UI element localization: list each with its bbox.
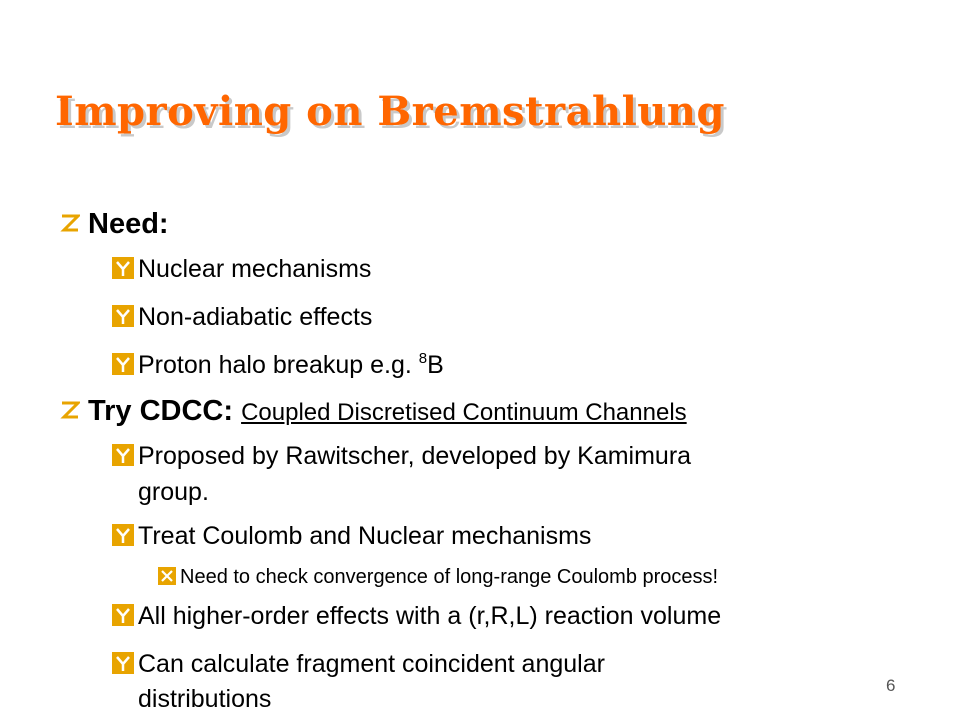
slide-title: Improving on Bremstrahlung (55, 88, 725, 135)
cdcc-subitem (158, 566, 718, 589)
cdcc-item-4 (112, 650, 605, 679)
checkbox-bullet-icon (112, 305, 134, 327)
cdcc-item-3-text: All higher-order effects with a (r,R,L) reaction volume (138, 602, 722, 630)
need-item-3-text: Proton halo breakup e.g. (138, 351, 419, 379)
cdcc-item-1-line-1: Proposed by Rawitscher, developed by Kamimura (138, 442, 692, 470)
need-item-1 (112, 255, 371, 284)
cdcc-subitem-text: Need to check convergence of long-range Coulomb process! (180, 566, 719, 588)
x-bullet-icon (158, 567, 176, 585)
cdcc-subtitle: Coupled Discretised Continuum Channels (241, 399, 687, 426)
need-item-2-text: Non-adiabatic effects (138, 303, 373, 331)
checkbox-bullet-icon (112, 524, 134, 546)
checkbox-bullet-icon (112, 652, 134, 674)
z-bullet-icon (60, 400, 80, 420)
need-item-1-text: Nuclear mechanisms (138, 255, 372, 283)
bullet-need (60, 208, 169, 241)
page-number: 6 (886, 676, 896, 695)
checkbox-bullet-icon (112, 444, 134, 466)
superscript-8: 8 (418, 350, 428, 367)
cdcc-item-4-continued (138, 685, 271, 714)
cdcc-item-2 (112, 522, 591, 551)
cdcc-item-4-line-2: distributions (138, 685, 272, 713)
cdcc-heading: Try CDCC: (88, 395, 242, 427)
checkbox-bullet-icon (112, 604, 134, 626)
checkbox-bullet-icon (112, 257, 134, 279)
need-heading: Need: (88, 208, 169, 240)
checkbox-bullet-icon (112, 353, 134, 375)
cdcc-item-1-line-2: group. (138, 478, 209, 506)
cdcc-item-2-text: Treat Coulomb and Nuclear mechanisms (138, 522, 592, 550)
need-item-3 (112, 350, 444, 380)
z-bullet-icon (60, 213, 80, 233)
bullet-cdcc (60, 395, 687, 428)
cdcc-item-3 (112, 602, 721, 631)
cdcc-item-4-line-1: Can calculate fragment coincident angular (138, 650, 605, 678)
cdcc-item-1-continued (138, 478, 209, 507)
need-item-2 (112, 303, 372, 332)
need-item-3-suffix: B (427, 351, 444, 379)
cdcc-item-1 (112, 442, 691, 471)
